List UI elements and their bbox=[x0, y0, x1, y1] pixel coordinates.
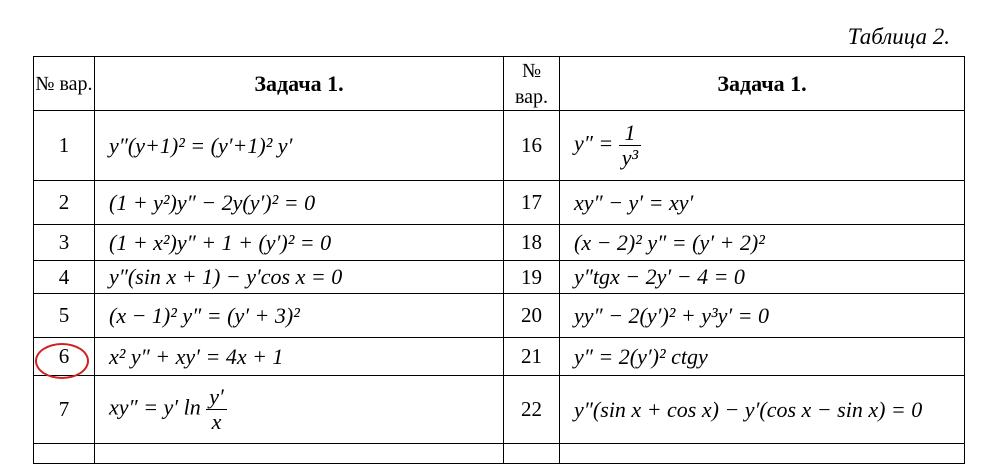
equation-text: y″ = 2(y′)² ctgy bbox=[574, 343, 708, 369]
equation bbox=[95, 181, 504, 225]
variant-number-header: № вар. bbox=[504, 57, 560, 111]
variant-number: 19 bbox=[504, 261, 560, 294]
equation bbox=[560, 225, 965, 261]
fraction-denominator: x bbox=[206, 409, 227, 434]
variant-number: 20 bbox=[504, 294, 560, 338]
highlight-circle bbox=[35, 343, 89, 379]
equation bbox=[95, 338, 504, 376]
table-row bbox=[34, 225, 965, 261]
fraction-numerator: y′ bbox=[209, 384, 224, 409]
variant-number: 5 bbox=[34, 294, 95, 338]
equation-text: xy″ − y′ = xy′ bbox=[574, 189, 694, 215]
fraction bbox=[619, 121, 641, 170]
table-row bbox=[34, 181, 965, 225]
equation-text: yy″ − 2(y′)² + y³y′ = 0 bbox=[574, 302, 769, 328]
header-row bbox=[34, 57, 965, 111]
equation bbox=[95, 225, 504, 261]
equation-text: (1 + x²)y″ + 1 + (y′)² = 0 bbox=[109, 229, 332, 255]
variant-number: 2 bbox=[34, 181, 95, 225]
equation-lhs: y″ = bbox=[574, 130, 614, 156]
equation bbox=[95, 294, 504, 338]
equation bbox=[560, 261, 965, 294]
equation-text: (x − 1)² y″ = (y′ + 3)² bbox=[109, 302, 300, 328]
equation bbox=[560, 181, 965, 225]
equation bbox=[560, 376, 965, 444]
equation-lhs: xy″ = y′ ln bbox=[109, 394, 201, 420]
variant-number: 1 bbox=[34, 111, 95, 181]
variant-number: 18 bbox=[504, 225, 560, 261]
equation bbox=[560, 338, 965, 376]
equation-text: x² y″ + xy′ = 4x + 1 bbox=[109, 343, 284, 369]
variant-number: 7 bbox=[34, 376, 95, 444]
equation bbox=[560, 111, 965, 181]
table-row bbox=[34, 376, 965, 444]
equation bbox=[95, 261, 504, 294]
equation-text: y″(sin x + 1) − y′cos x = 0 bbox=[109, 264, 343, 289]
equation bbox=[95, 376, 504, 444]
table-row bbox=[34, 261, 965, 294]
fraction-numerator: 1 bbox=[624, 120, 636, 145]
variant-number: 22 bbox=[504, 376, 560, 444]
variant-number: 17 bbox=[504, 181, 560, 225]
variant-number: 6 bbox=[34, 338, 95, 376]
equation bbox=[560, 294, 965, 338]
variant-number-header: № вар. bbox=[34, 57, 95, 111]
task-header: Задача 1. bbox=[560, 57, 965, 111]
equation-text: y″tgx − 2y′ − 4 = 0 bbox=[574, 264, 745, 289]
table-row bbox=[34, 294, 965, 338]
table-row bbox=[34, 338, 965, 376]
variant-number: 4 bbox=[34, 261, 95, 294]
task-table bbox=[33, 56, 965, 464]
fraction bbox=[206, 385, 227, 434]
equation bbox=[95, 111, 504, 181]
variant-number: 3 bbox=[34, 225, 95, 261]
equation-text: (x − 2)² y″ = (y′ + 2)² bbox=[574, 229, 765, 255]
table-row bbox=[34, 111, 965, 181]
variant-number: 21 bbox=[504, 338, 560, 376]
table-caption: Таблица 2. bbox=[847, 24, 950, 49]
equation-text: y″(y+1)² = (y′+1)² y′ bbox=[109, 132, 293, 158]
task-header: Задача 1. bbox=[95, 57, 504, 111]
variant-number: 16 bbox=[504, 111, 560, 181]
fraction-denominator: y³ bbox=[619, 145, 641, 170]
equation-text: (1 + y²)y″ − 2y(y′)² = 0 bbox=[109, 189, 316, 215]
equation-text: y″(sin x + cos x) − y′(cos x − sin x) = 0 bbox=[574, 396, 923, 422]
